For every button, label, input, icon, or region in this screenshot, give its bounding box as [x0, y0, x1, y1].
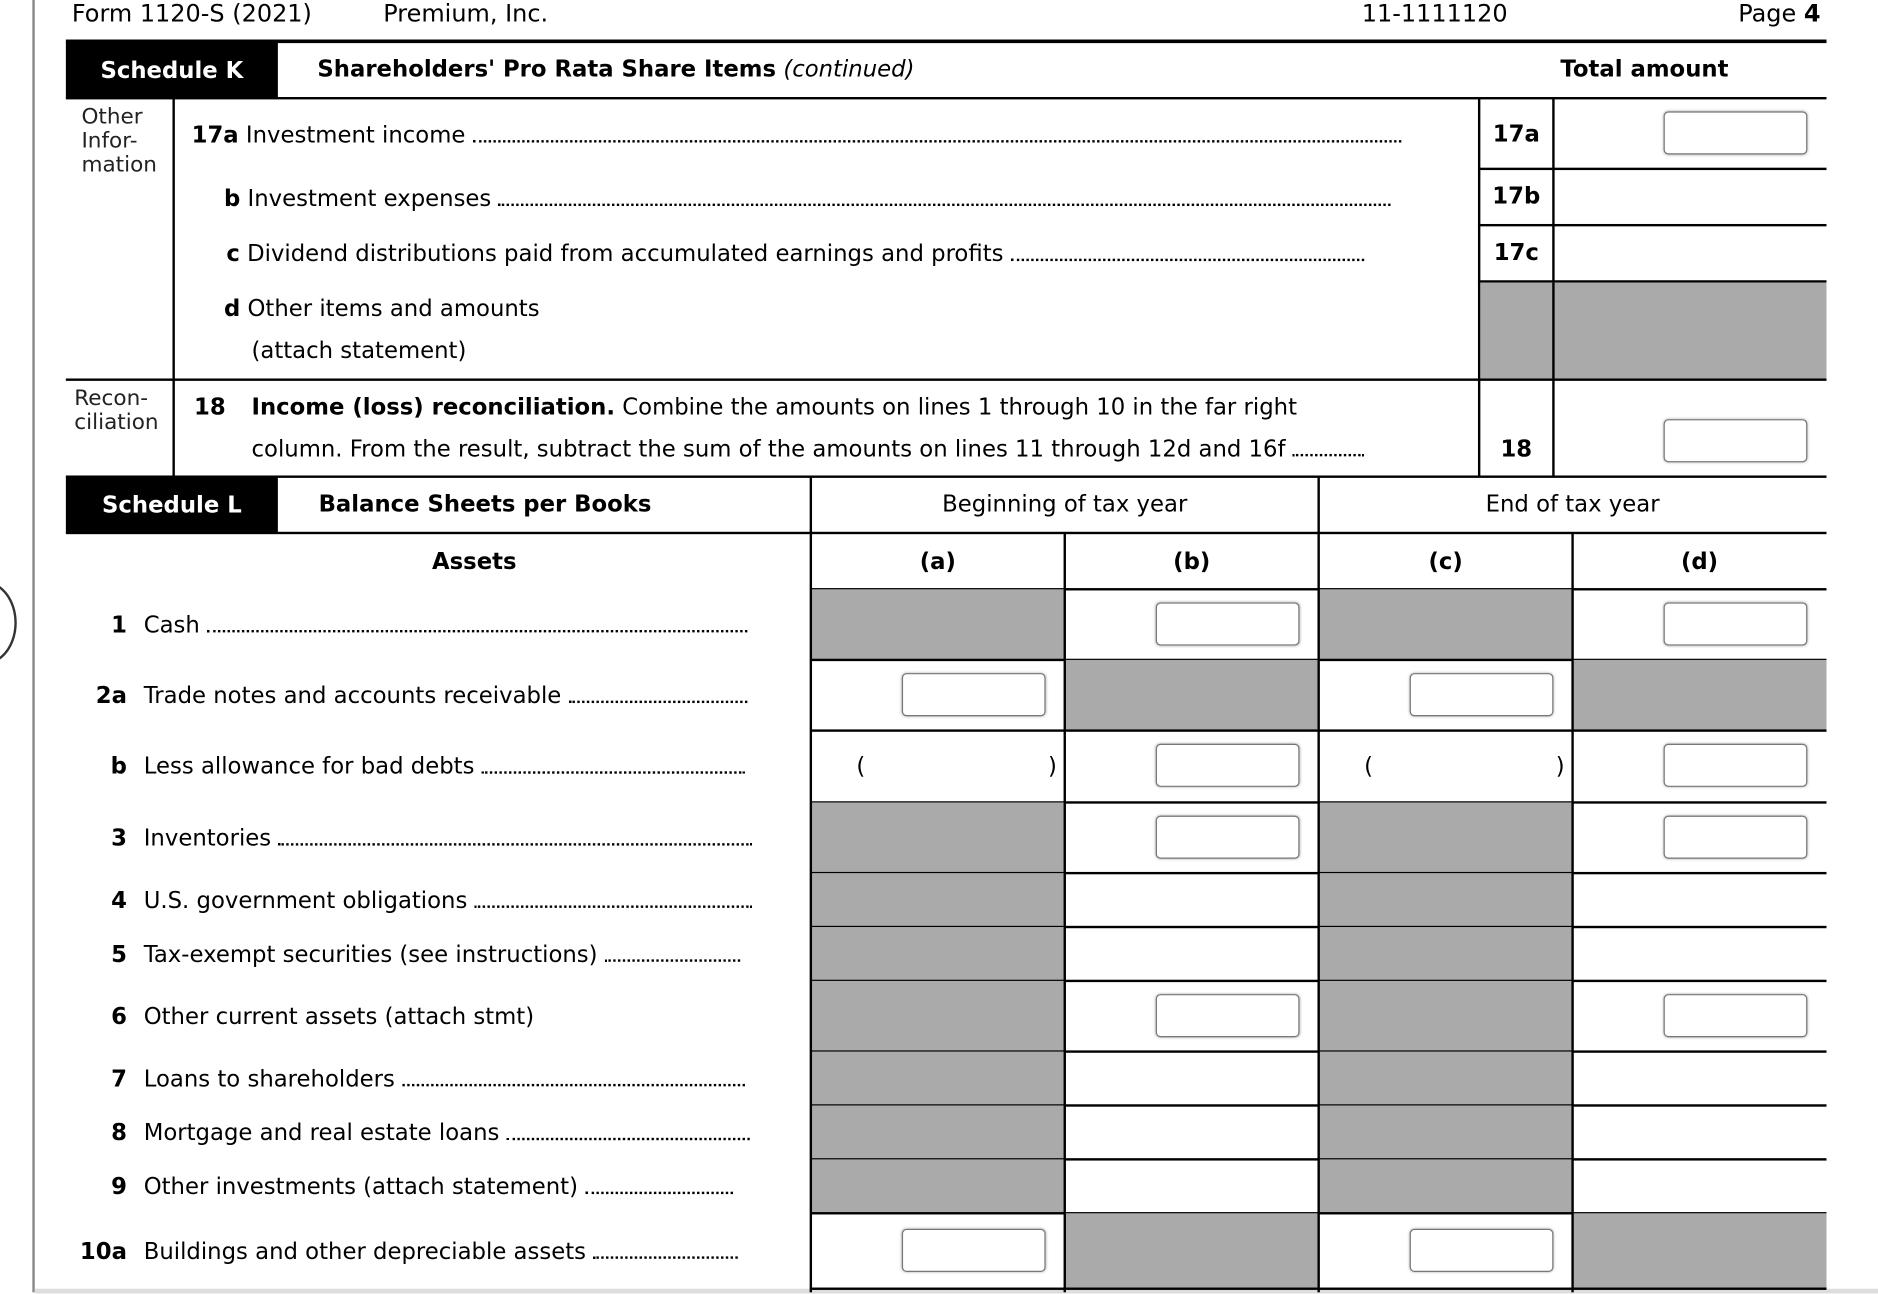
line-17a — [192, 122, 1401, 148]
divider — [66, 475, 1827, 477]
line-text: Mortgage and real estate loans — [143, 1119, 500, 1146]
line-number: 4 — [111, 886, 127, 914]
divider — [66, 378, 1827, 380]
line-text: U.S. government obligations — [143, 886, 468, 914]
shaded-cell — [1319, 1159, 1573, 1213]
line-number: 5 — [111, 940, 127, 968]
shaded-cell — [811, 981, 1065, 1052]
line-18-continued — [252, 436, 1365, 462]
line-number: 2a — [95, 682, 127, 709]
shaded-cell — [1573, 1213, 1827, 1288]
line-text: Inventories — [143, 824, 272, 851]
line-text: Other investments (attach statement) — [143, 1173, 578, 1200]
line-17c — [226, 241, 1364, 267]
dot-leader — [1293, 454, 1365, 456]
paren-open: ( — [1364, 753, 1374, 780]
row-1-col-d-input[interactable] — [1664, 602, 1808, 645]
form-number: Form 1120-S (2021) — [71, 0, 312, 28]
ein: 11-1111120 — [1361, 0, 1508, 28]
dot-leader — [402, 1083, 745, 1085]
divider — [66, 40, 1827, 44]
line-text: Cash — [143, 611, 200, 638]
line-text: Buildings and other depreciable assets — [143, 1237, 587, 1265]
page-number: 4 — [1803, 0, 1821, 28]
shaded-cell — [1319, 927, 1573, 981]
divider — [1478, 168, 1827, 170]
shaded-cell — [811, 927, 1065, 981]
side-label-line: Other — [81, 104, 143, 130]
line-text: Trade notes and accounts receivable — [143, 682, 562, 709]
page-indicator — [1738, 0, 1820, 26]
line-18 — [252, 394, 1297, 420]
line-number: 9 — [111, 1173, 127, 1200]
row-label-5 — [144, 941, 740, 967]
line-text: column. From the result, subtract the sum of the amounts on lines 11 through 12d and 16f — [251, 435, 1286, 463]
row-label-10a — [144, 1238, 738, 1264]
line-number: 6 — [111, 1003, 127, 1030]
total-amount-header: Total amount — [1560, 56, 1729, 83]
row-label-b — [144, 753, 745, 779]
line-text: Other items and amounts — [247, 295, 540, 323]
line-17d — [224, 296, 540, 322]
line-17d-continued: (attach statement) — [251, 337, 467, 365]
row-label-3 — [144, 825, 753, 851]
row-label-4 — [144, 887, 753, 913]
divider — [810, 477, 812, 1293]
shaded-cell — [1319, 1105, 1573, 1159]
divider — [1317, 477, 1319, 1293]
row-6-col-d-input[interactable] — [1664, 993, 1808, 1036]
paren-open: ( — [856, 753, 866, 780]
row-3-col-d-input[interactable] — [1664, 815, 1808, 858]
divider — [1571, 533, 1573, 1292]
page-label: Page — [1738, 0, 1797, 28]
dot-leader — [1011, 259, 1364, 261]
dot-leader — [475, 905, 753, 907]
side-label-reconciliation — [74, 387, 158, 435]
divider — [1552, 283, 1554, 379]
shaded-cell — [1319, 802, 1573, 873]
side-label-line: mation — [81, 152, 157, 178]
company-name: Premium, Inc. — [383, 0, 549, 28]
side-label-line: Recon- — [74, 385, 149, 411]
row-10a-col-c-input[interactable] — [1410, 1228, 1554, 1271]
row-label-2a — [144, 682, 747, 708]
line-number: 8 — [111, 1119, 127, 1146]
shaded-cell — [1319, 1052, 1573, 1106]
box-label-17c: 17c — [1493, 239, 1539, 266]
row-3-col-b-input[interactable] — [1156, 815, 1300, 858]
line-number: b — [223, 185, 241, 212]
row-label-8 — [144, 1119, 750, 1145]
schedule-l-title: Balance Sheets per Books — [318, 491, 652, 518]
row-10a-col-a-input[interactable] — [902, 1228, 1046, 1271]
line-number: 17a — [191, 122, 239, 149]
line-number: b — [110, 753, 127, 780]
row-label-7 — [144, 1065, 745, 1091]
row-label-1 — [144, 611, 747, 637]
dot-leader — [482, 771, 745, 773]
line-number: 10a — [79, 1237, 127, 1265]
line-17a-input[interactable] — [1664, 111, 1808, 154]
row-b-col-d-input[interactable] — [1664, 744, 1808, 787]
column-a-header: (a) — [919, 548, 956, 575]
dot-leader — [473, 140, 1401, 142]
line-text: Investment expenses — [247, 185, 492, 212]
line-18-input[interactable] — [1664, 419, 1808, 462]
schedule-k-title-suffix: (continued) — [783, 56, 915, 83]
line-number: 1 — [111, 611, 127, 638]
dot-leader — [585, 1191, 732, 1193]
shaded-cell — [811, 589, 1065, 660]
window-edge — [32, 0, 34, 1292]
dot-leader — [498, 204, 1390, 206]
line-number: c — [226, 240, 240, 268]
row-label-6 — [144, 1003, 534, 1029]
shaded-cell — [811, 1052, 1065, 1106]
line-text: Loans to shareholders — [143, 1065, 395, 1092]
dot-leader — [507, 1137, 750, 1139]
end-of-year-header: End of tax year — [1485, 491, 1660, 518]
schedule-k-title — [317, 56, 914, 82]
box-label-17b: 17b — [1492, 183, 1541, 210]
schedule-l-badge: Schedule L — [66, 477, 278, 533]
row-6-col-b-input[interactable] — [1156, 993, 1300, 1036]
shaded-cell — [1065, 1213, 1319, 1288]
line-text: Tax-exempt securities (see instructions) — [143, 940, 598, 968]
schedule-k-title-text: Shareholders' Pro Rata Share Items — [317, 56, 777, 83]
line-18-number: 18 — [194, 394, 226, 421]
column-b-header: (b) — [1173, 548, 1211, 575]
dot-leader — [278, 843, 752, 845]
line-text: Combine the amounts on lines 1 through 10 in the far right — [622, 394, 1297, 421]
column-d-header: (d) — [1680, 548, 1719, 575]
shaded-cell — [1480, 283, 1826, 379]
paren-close: ) — [1555, 753, 1565, 780]
shaded-cell — [1573, 660, 1827, 731]
divider — [66, 97, 1827, 99]
shaded-cell — [1319, 873, 1573, 927]
divider — [172, 98, 174, 476]
line-18-title: Income (loss) reconciliation. — [251, 394, 616, 421]
line-number: 3 — [111, 824, 127, 851]
line-17b — [224, 186, 1391, 212]
line-text: Dividend distributions paid from accumulated earnings and profits — [247, 240, 1004, 268]
line-text: Less allowance for bad debts — [143, 753, 475, 780]
box-label-17a: 17a — [1492, 120, 1540, 148]
shaded-cell — [1065, 660, 1319, 731]
beginning-of-year-header: Beginning of tax year — [942, 491, 1188, 518]
line-number: d — [223, 295, 241, 323]
dot-leader — [605, 959, 740, 961]
dot-leader — [207, 629, 747, 631]
shaded-cell — [811, 1159, 1065, 1213]
box-label-18: 18 — [1500, 435, 1533, 463]
assets-header: Assets — [432, 548, 517, 575]
divider — [66, 532, 1827, 534]
line-text: Other current assets (attach stmt) — [143, 1003, 535, 1030]
paren-close: ) — [1047, 753, 1057, 780]
shaded-cell — [811, 873, 1065, 927]
row-2a-col-a-input[interactable] — [902, 673, 1046, 716]
row-label-9 — [144, 1173, 733, 1199]
row-2a-col-c-input[interactable] — [1410, 673, 1554, 716]
column-c-header: (c) — [1428, 548, 1463, 575]
schedule-k-badge: Schedule K — [66, 42, 278, 98]
divider — [1064, 533, 1066, 1292]
divider — [1478, 224, 1827, 226]
line-number: 7 — [111, 1065, 127, 1092]
dot-leader — [568, 700, 746, 702]
shaded-cell — [1319, 589, 1573, 660]
dot-leader — [593, 1256, 738, 1258]
shaded-cell — [811, 802, 1065, 873]
line-text: Investment income — [245, 122, 466, 149]
scroll-circle-icon — [0, 581, 17, 665]
row-b-col-b-input[interactable] — [1156, 744, 1300, 787]
side-label-other-information — [81, 105, 157, 177]
row-1-col-b-input[interactable] — [1156, 602, 1300, 645]
side-label-line: ciliation — [74, 409, 159, 435]
side-label-line: Infor- — [81, 128, 138, 154]
shaded-cell — [1319, 981, 1573, 1052]
shaded-cell — [811, 1105, 1065, 1159]
